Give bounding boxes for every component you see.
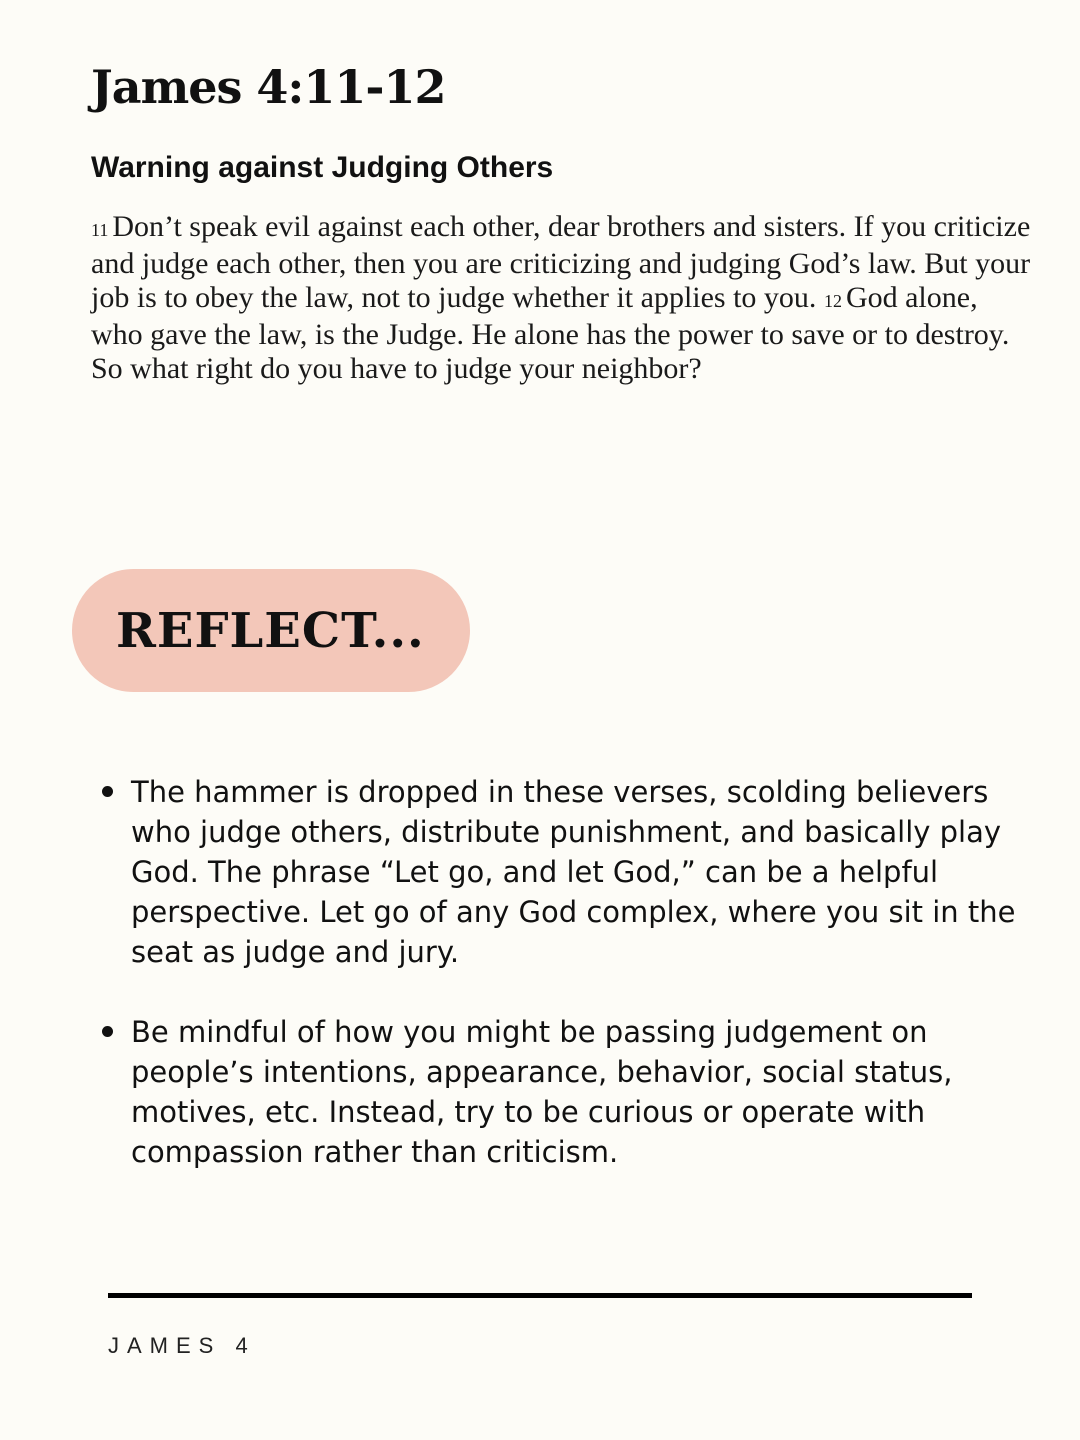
reflection-points-list [131,772,1041,1212]
reflection-point-text: The hammer is dropped in these verses, scolding believers who judge others, distribute punishment, and basically play God. The phrase “Let go, and let God,” can be a helpful perspective. Let go of any God complex, where you sit in the seat as judge and jury. [131,775,1016,969]
list-item [131,1012,1041,1172]
footer-divider [108,1293,972,1298]
footer-label: JAMES 4 [108,1333,256,1358]
verse-number-11: 11 [91,220,109,240]
bullet-dot-icon [102,786,113,797]
bullet-dot-icon [102,1026,113,1037]
reflect-label: REFLECT... [116,602,425,659]
verse-number-12: 12 [823,291,842,311]
page-title: James 4:11-12 [91,60,446,114]
scripture-passage [91,210,1031,386]
section-subtitle: Warning against Judging Others [91,151,554,184]
reflect-badge [72,569,470,692]
list-item [131,772,1041,972]
verse-11-text: Don’t speak evil against each other, dear brothers and sisters. If you criticize and judge each other, then you are criticizing and judging God’s law. But your job is to obey the law, not to judge whether it applies to you. [91,210,1031,314]
reflection-point-text: Be mindful of how you might be passing judgement on people’s intentions, appearance, behavior, social status, motives, etc. Instead, try to be curious or operate with compassion rather than criticism. [131,1015,953,1169]
verse-12-text: God alone, who gave the law, is the Judge. He alone has the power to save or to destroy. So what right do you have to judge your neighbor? [91,281,1010,385]
